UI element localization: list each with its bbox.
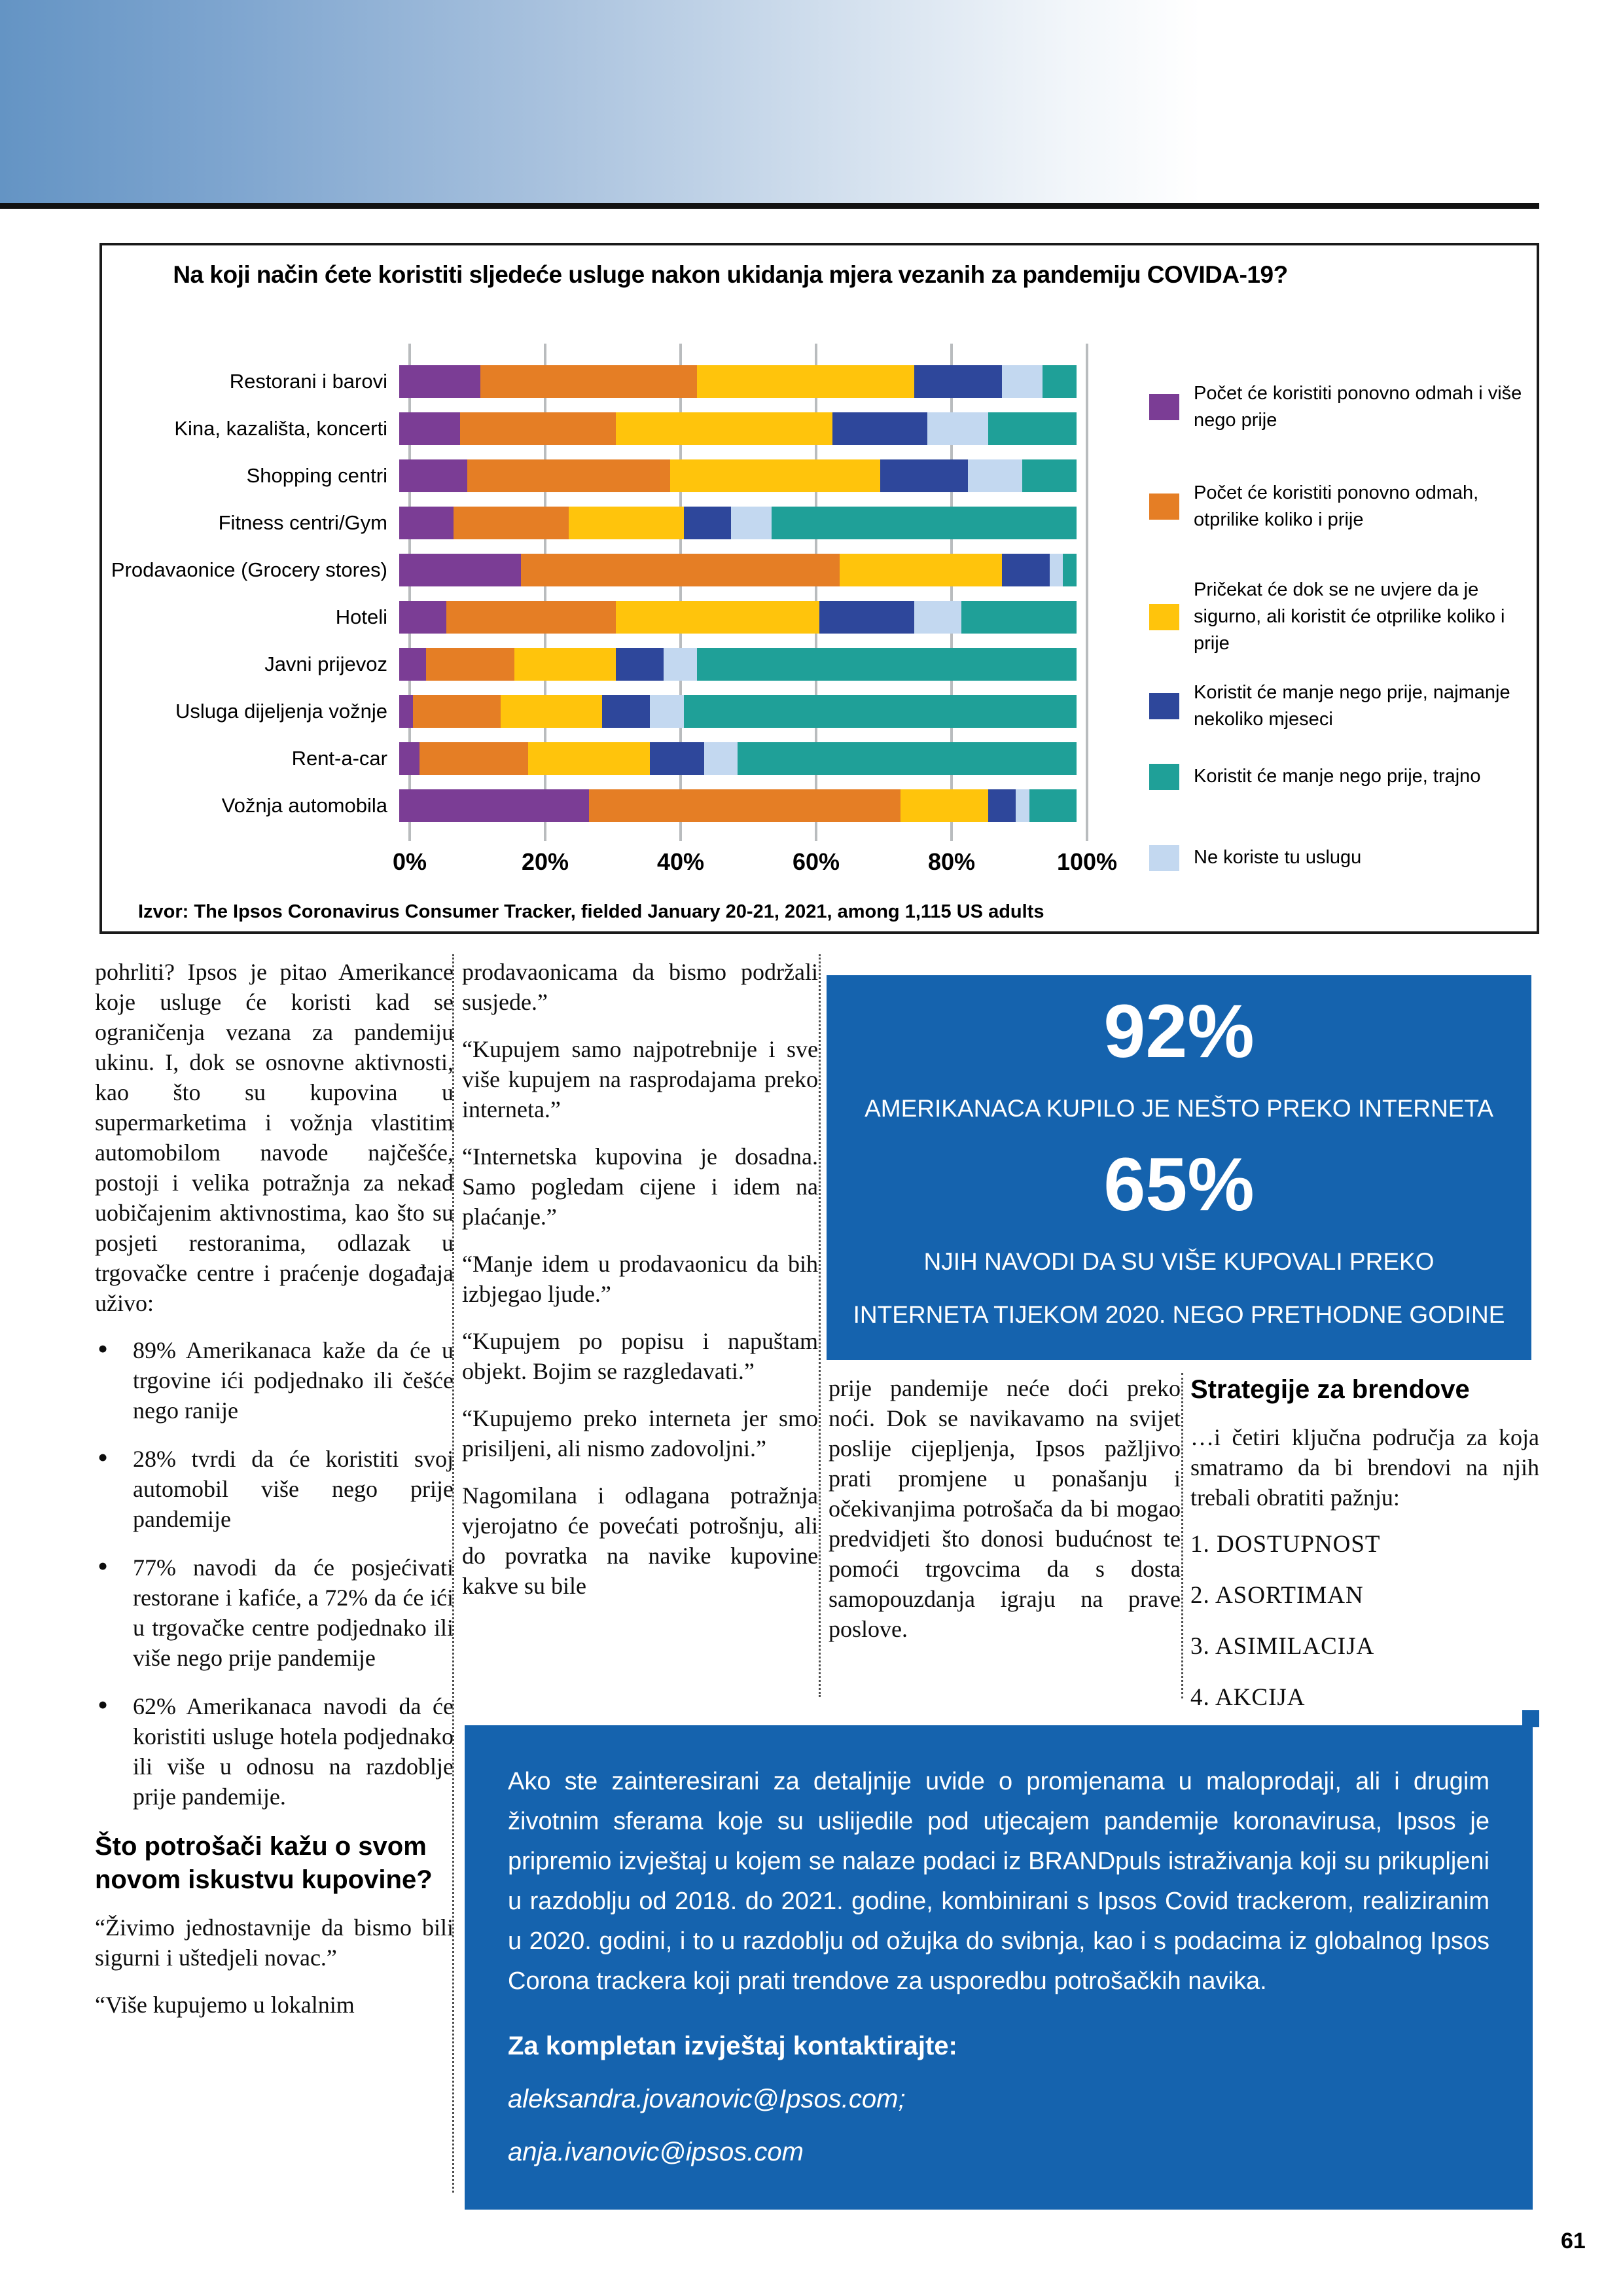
axis-tick-label: 0%	[392, 848, 427, 875]
legend-swatch	[1149, 764, 1179, 790]
page-number: 61	[1561, 2229, 1586, 2253]
bar-segment	[480, 365, 697, 398]
bar-segment	[528, 742, 650, 775]
category-label	[102, 782, 398, 829]
category-label	[102, 358, 398, 405]
column-separator	[452, 954, 454, 2193]
bullet-item: • 62% Amerikanaca navodi da će koristiti usluge hotela podjednako ili više u odnosu na razdoblje prije pandemije.	[95, 1691, 454, 1812]
article-column-3	[829, 1373, 1181, 1661]
quote: “Više kupujemo u lokalnim	[95, 1992, 355, 2018]
bar-segment	[399, 554, 521, 586]
bar-segment	[399, 412, 460, 445]
category-label-text: Fitness centri/Gym	[218, 511, 387, 534]
bar-segment	[697, 648, 1077, 681]
column-separator	[1181, 1373, 1183, 1698]
stat-value: 92%	[1103, 990, 1255, 1073]
bar-segment	[1002, 365, 1043, 398]
axis-tick-label: 20%	[521, 848, 569, 875]
bar-segment	[988, 789, 1015, 822]
bar-segment	[738, 742, 1077, 775]
numbered-list	[1190, 1530, 1539, 1713]
quote: “Kupujem samo najpotrebnije i sve više kupujem na rasprodajama preko interneta.”	[462, 1036, 818, 1122]
bar-segment	[684, 507, 731, 539]
bar-segment	[399, 365, 480, 398]
legend-label: Pričekat će dok se ne uvjere da je sigurno, ali koristit će otprilike koliko i prije	[1194, 579, 1505, 654]
bar-segment	[399, 648, 426, 681]
quote: “Manje idem u prodavaonicu da bih izbjegao ljude.”	[462, 1251, 818, 1307]
legend-item	[1149, 763, 1537, 790]
header-divider-rule	[0, 203, 1539, 209]
legend-label: Počet će koristiti ponovno odmah i više nego prije	[1194, 383, 1522, 431]
bar-segment	[399, 459, 467, 492]
bar-segment	[399, 601, 446, 634]
bar-segment	[968, 459, 1022, 492]
chart-title: Na koji način ćete koristiti sljedeće usluge nakon ukidanja mjera vezanih za pandemiju COVIDA-19?	[173, 261, 1288, 288]
category-label	[102, 405, 398, 452]
paragraph: Nagomilana i odlagana potražnja vjerojatno će povećati potrošnju, ali do povratka na navike kupovine kakve su bile	[462, 1482, 818, 1599]
bullet-item: • 89% Amerikanaca kaže da će u trgovine ići podjednako ili češće nego ranije	[95, 1335, 454, 1426]
bullet-item: • 77% navodi da će posjećivati restorane i kafiće, a 72% da će ići u trgovačke centre podjednako ili više nego prije pandemije	[95, 1552, 454, 1673]
contact-box-paragraph: Ako ste zainteresirani za detaljnije uvide o promjenama u maloprodaji, ali i drugim životnim sferama koje su uslijedile pod utjecajem pandemije koronavirusa, Ipsos je pripremio izvještaj u kojem se nalaze podaci iz BRANDpuls istraživanja koji su prikupljeni u razdoblju od 2018. do 2021. godine, kombinirani s Ipsos Covid trackerom, realiziranim u 2020. godini, i to u razdoblju od ožujka do svibnja, kao i s podacima iz globalnog Ipsos Corona trackera koji prati trendove za usporedbu potrošačkih navika.	[508, 1768, 1489, 1995]
bullet-item: • 28% tvrdi da će koristiti svoj automobil više nego prije pandemije	[95, 1444, 454, 1534]
legend-item	[1149, 679, 1537, 733]
bar-segment	[927, 412, 988, 445]
category-label-text: Rent-a-car	[291, 747, 387, 770]
category-label-text: Vožnja automobila	[221, 794, 387, 817]
bar-segment	[684, 695, 1077, 728]
bar-segment	[426, 648, 514, 681]
bar-segment	[460, 412, 616, 445]
chart-row	[102, 452, 1087, 499]
bar-segment	[399, 742, 419, 775]
legend-swatch	[1149, 394, 1179, 420]
category-label	[102, 641, 398, 688]
stacked-bar	[399, 688, 1077, 735]
stat-callout-box	[827, 975, 1531, 1360]
bar-segment	[650, 742, 704, 775]
chart-rows	[102, 358, 1087, 829]
category-label-text: Restorani i barovi	[229, 370, 387, 393]
category-label-text: Javni prijevoz	[264, 653, 387, 675]
stacked-bar	[399, 735, 1077, 782]
axis-tick-label: 40%	[656, 848, 705, 875]
column-separator	[819, 954, 821, 1697]
chart-row	[102, 405, 1087, 452]
category-label	[102, 688, 398, 735]
chart-row	[102, 594, 1087, 641]
stat-label: AMERIKANACA KUPILO JE NEŠTO PREKO INTERNETA	[865, 1095, 1493, 1122]
stacked-bar	[399, 782, 1077, 829]
numbered-item: 2. ASORTIMAN	[1190, 1582, 1364, 1609]
bar-segment	[419, 742, 528, 775]
paragraph: …i četiri ključna područja za koja smatramo da bi brendovi na njih trebali obratiti pažnju:	[1190, 1424, 1539, 1511]
bar-segment	[1016, 789, 1029, 822]
bar-segment	[1029, 789, 1077, 822]
stacked-bar	[399, 594, 1077, 641]
bar-segment	[616, 648, 663, 681]
legend-item	[1149, 380, 1537, 434]
chart-row	[102, 688, 1087, 735]
bar-segment	[467, 459, 671, 492]
bar-segment	[602, 695, 649, 728]
paragraph: pohrliti? Ipsos je pitao Amerikance koje usluge će koristi kad se ograničenja vezana za pandemiju ukinu. I, dok se osnovne aktivnosti, kao što su kupovina u supermarketima i vožnja vlastitim automobilom navode najčešće, postoji i velika potražnja za nekad uobičajenim aktivnostima, kao što su posjeti restoranima, odlazak u trgovačke centre i praćenje događaja uživo:	[95, 959, 454, 1316]
chart-row	[102, 735, 1087, 782]
legend-item	[1149, 577, 1537, 657]
stat-value: 65%	[1103, 1143, 1255, 1227]
axis-tick-label: 80%	[927, 848, 976, 875]
category-label	[102, 594, 398, 641]
category-label-text: Kina, kazališta, koncerti	[174, 417, 387, 440]
article-column-2	[462, 957, 818, 1618]
paragraph: prodavaonicama da bismo podržali susjede.”	[462, 959, 818, 1015]
chart-x-axis	[392, 848, 1118, 881]
legend-label: Ne koriste tu uslugu	[1194, 847, 1362, 868]
chart-row	[102, 358, 1087, 405]
bar-segment	[616, 412, 832, 445]
bar-segment	[399, 789, 589, 822]
numbered-item: 3. ASIMILACIJA	[1190, 1633, 1375, 1660]
chart-row	[102, 499, 1087, 547]
bar-segment	[731, 507, 772, 539]
quote: “Živimo jednostavnije da bismo bili sigurni i uštedjeli novac.”	[95, 1914, 454, 1971]
header-gradient-band	[0, 0, 1623, 203]
axis-tick-label: 60%	[792, 848, 840, 875]
bar-segment	[501, 695, 602, 728]
bar-segment	[1063, 554, 1077, 586]
stacked-bar	[399, 452, 1077, 499]
numbered-item: 1. DOSTUPNOST	[1190, 1531, 1381, 1558]
category-label-text: Usluga dijeljenja vožnje	[175, 700, 387, 723]
paragraph: prije pandemije neće doći preko noći. Dok se navikavamo na svijet poslije cijepljenja, Ipsos pažljivo prati promjene u ponašanju i očekivanjima potrošača da bi mogao predvidjeti što donosi budućnost te pomoći trgovcima da s dosta samopouzdanja igraju na prave poslove.	[829, 1375, 1181, 1642]
bar-segment	[589, 789, 901, 822]
legend-swatch	[1149, 845, 1179, 871]
bar-segment	[914, 601, 961, 634]
bar-segment	[670, 459, 880, 492]
bar-segment	[880, 459, 969, 492]
bar-segment	[832, 412, 927, 445]
legend-label: Počet će koristiti ponovno odmah, otprilike koliko i prije	[1194, 482, 1479, 530]
bar-segment	[569, 507, 684, 539]
quote: “Internetska kupovina je dosadna. Samo pogledam cijene i idem na plaćanje.”	[462, 1143, 818, 1230]
bullet-list	[95, 1335, 454, 1812]
report-contact-box	[465, 1725, 1533, 2210]
stacked-bar	[399, 547, 1077, 594]
chart-legend	[1149, 380, 1537, 871]
bar-segment	[988, 412, 1077, 445]
category-label	[102, 499, 398, 547]
bar-segment	[446, 601, 616, 634]
bar-segment	[1050, 554, 1063, 586]
bar-segment	[399, 507, 454, 539]
bar-segment	[454, 507, 569, 539]
bar-segment	[399, 695, 413, 728]
article-column-4	[1190, 1373, 1539, 1734]
bar-segment	[1002, 554, 1049, 586]
category-label-text: Prodavaonice (Grocery stores)	[111, 558, 387, 581]
survey-chart-panel	[99, 243, 1539, 934]
bar-segment	[961, 601, 1077, 634]
bar-segment	[914, 365, 1003, 398]
category-label	[102, 735, 398, 782]
chart-row	[102, 782, 1087, 829]
stacked-bar	[399, 358, 1077, 405]
quote: “Kupujem po popisu i napuštam objekt. Bojim se razgledavati.”	[462, 1328, 818, 1384]
bar-segment	[772, 507, 1077, 539]
contact-email: aleksandra.jovanovic@Ipsos.com;	[508, 2085, 906, 2113]
bar-segment	[697, 365, 914, 398]
bar-segment	[664, 648, 698, 681]
legend-swatch	[1149, 693, 1179, 719]
bar-segment	[521, 554, 839, 586]
chart-source: Izvor: The Ipsos Coronavirus Consumer Tracker, fielded January 20-21, 2021, among 1,115 US adults	[138, 901, 1044, 922]
stacked-bar	[399, 405, 1077, 452]
legend-item	[1149, 480, 1537, 533]
bar-segment	[840, 554, 1002, 586]
bar-segment	[1022, 459, 1077, 492]
stacked-bar	[399, 641, 1077, 688]
legend-label: Koristit će manje nego prije, trajno	[1194, 766, 1481, 787]
bar-segment	[704, 742, 738, 775]
chart-row	[102, 641, 1087, 688]
stacked-bar	[399, 499, 1077, 547]
category-label-text: Hoteli	[335, 605, 387, 628]
article-column-1	[95, 957, 454, 2037]
category-label	[102, 547, 398, 594]
quote: “Kupujemo preko interneta jer smo prisiljeni, ali nismo zadovoljni.”	[462, 1405, 818, 1462]
legend-swatch	[1149, 493, 1179, 520]
bar-segment	[616, 601, 819, 634]
bar-segment	[1043, 365, 1077, 398]
chart-row	[102, 547, 1087, 594]
bar-segment	[819, 601, 914, 634]
axis-tick-label: 100%	[1056, 848, 1118, 875]
legend-swatch	[1149, 604, 1179, 630]
bar-segment	[901, 789, 989, 822]
bar-segment	[413, 695, 501, 728]
category-label	[102, 452, 398, 499]
contact-box-label: Za kompletan izvještaj kontaktirajte:	[508, 2032, 957, 2060]
section-heading: Strategije za brendove	[1190, 1375, 1470, 1404]
bar-segment	[514, 648, 616, 681]
section-heading: Što potrošači kažu o svom novom iskustvu kupovine?	[95, 1832, 433, 1894]
numbered-item: 4. AKCIJA	[1190, 1684, 1306, 1711]
legend-item	[1149, 844, 1537, 871]
legend-label: Koristit će manje nego prije, najmanje nekoliko mjeseci	[1194, 682, 1510, 730]
contact-email: anja.ivanovic@ipsos.com	[508, 2138, 804, 2166]
bar-segment	[650, 695, 684, 728]
category-label-text: Shopping centri	[246, 464, 387, 487]
stat-label: NJIH NAVODI DA SU VIŠE KUPOVALI PREKO INTERNETA TIJEKOM 2020. NEGO PRETHODNE GODINE	[853, 1248, 1505, 1328]
